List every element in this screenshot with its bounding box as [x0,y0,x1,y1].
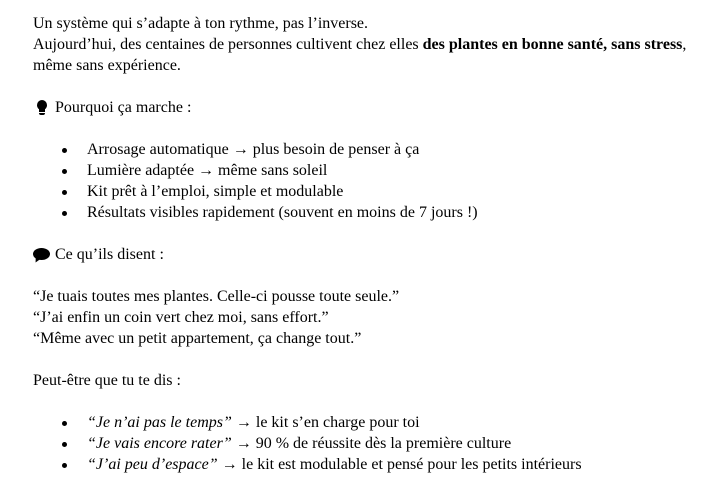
testimonials-heading [33,244,703,265]
objection-answer: → le kit s’en charge pour toi [231,414,420,431]
list-item [33,412,703,433]
speech-bubble-icon [33,247,51,263]
intro-line-2 [33,34,703,76]
list-item [33,454,703,475]
why-heading-text: Pourquoi ça marche : [55,99,192,116]
testimonial-quote: “Je tuais toutes mes plantes. Celle-ci pousse toute seule.” [33,288,400,305]
objection-quote: “Je n’ai pas le temps” [87,414,232,431]
testimonials-heading-text: Ce qu’ils disent : [55,246,164,263]
objection-answer: → 90 % de réussite dès la première culture [231,435,512,452]
intro-line-2-bold: des plantes en bonne santé, sans stress [422,36,683,53]
why-heading [33,97,703,118]
testimonial-quote: “J’ai enfin un coin vert chez moi, sans effort.” [33,309,329,326]
lightbulb-icon [33,100,51,116]
objection-quote: “J’ai peu d’espace” [87,456,218,473]
list-item: Kit prêt à l’emploi, simple et modulable [33,181,703,202]
testimonial-quote: “Même avec un petit appartement, ça change tout.” [33,330,362,347]
list-item [33,433,703,454]
objections-list [33,412,703,475]
why-list [33,139,703,223]
list-item: Résultats visibles rapidement (souvent en moins de 7 jours !) [33,202,703,223]
intro-line-1: Un système qui s’adapte à ton rythme, pas l’inverse. [33,15,369,32]
objection-quote: “Je vais encore rater” [87,435,232,452]
objection-answer: → le kit est modulable et pensé pour les petits intérieurs [217,456,582,473]
intro-line-2-end: , même sans expérience. [33,36,687,74]
intro-line-2-start: Aujourd’hui, des centaines de personnes cultivent chez elles [33,36,423,53]
list-item: Arrosage automatique → plus besoin de penser à ça [33,139,703,160]
list-item: Lumière adaptée → même sans soleil [33,160,703,181]
document-body [33,13,703,475]
objections-heading: Peut-être que tu te dis : [33,372,181,389]
